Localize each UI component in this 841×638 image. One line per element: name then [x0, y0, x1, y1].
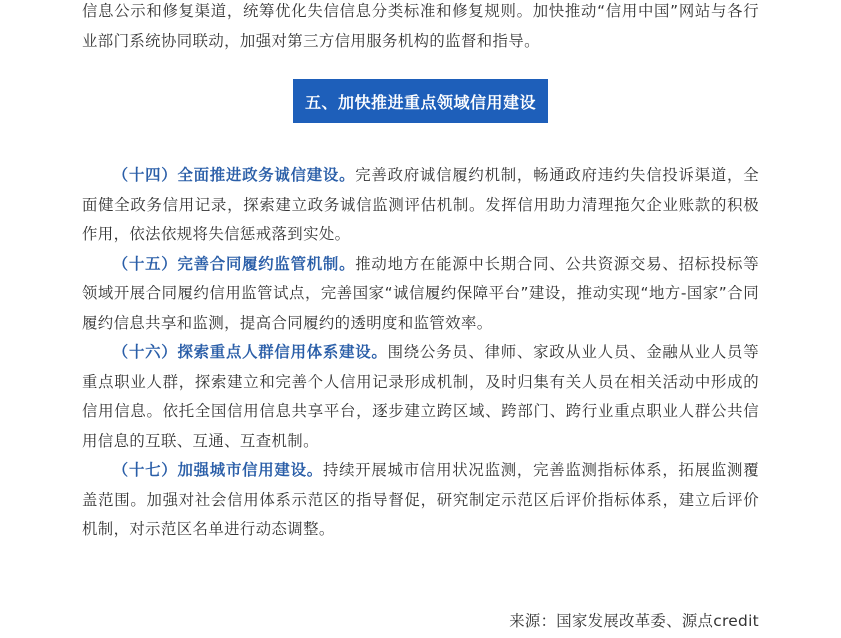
item-heading-15: （十五）完善合同履约监管机制。	[112, 254, 356, 273]
item-paragraph-17	[82, 456, 759, 545]
item-heading-17: （十七）加强城市信用建设。	[112, 461, 323, 479]
item-body-14: 完善政府诚信履约机制，畅通政府违约失信投诉渠道，全面健全政务信用记录，探索建立政务诚信监测评估机制。发挥信用助力清理拖欠企业账款的积极作用，依法依规将失信惩戒落到实处。	[82, 166, 759, 243]
item-heading-16: （十六）探索重点人群信用体系建设。	[112, 343, 388, 361]
section-body	[82, 161, 759, 545]
item-body-17: 持续开展城市信用状况监测，完善监测指标体系，拓展监测覆盖范围。加强对社会信用体系示范区的指导督促，研究制定示范区后评价指标体系，建立后评价机制，对示范区名单进行动态调整。	[82, 461, 759, 538]
item-body-16: 围绕公务员、律师、家政从业人员、金融从业人员等重点职业人群，探索建立和完善个人信用记录形成机制，及时归集有关人员在相关活动中形成的信用信息。依托全国信用信息共享平台，逐步建立跨区域、跨部门、跨行业重点职业人群公共信用信息的互联、互通、互查机制。	[82, 343, 759, 450]
intro-paragraph: 信息公示和修复渠道，统筹优化失信信息分类标准和修复规则。加快推动“信用中国”网站与各行业部门系统协同联动，加强对第三方信用服务机构的监督和指导。	[82, 2, 759, 50]
item-body-15: 推动地方在能源中长期合同、公共资源交易、招标投标等领域开展合同履约信用监管试点，完善国家“诚信履约保障平台”建设，推动实现“地方-国家”合同履约信息共享和监测，提高合同履约的透明度和监管效率。	[82, 254, 759, 332]
source-credit: 来源：国家发展改革委、源点credit	[509, 612, 759, 630]
item-paragraph-16	[82, 338, 759, 456]
item-heading-14: （十四）全面推进政务诚信建设。	[112, 166, 356, 184]
item-paragraph-14	[82, 161, 759, 250]
item-paragraph-15	[82, 250, 759, 339]
section-header: 五、加快推进重点领域信用建设	[293, 79, 548, 123]
